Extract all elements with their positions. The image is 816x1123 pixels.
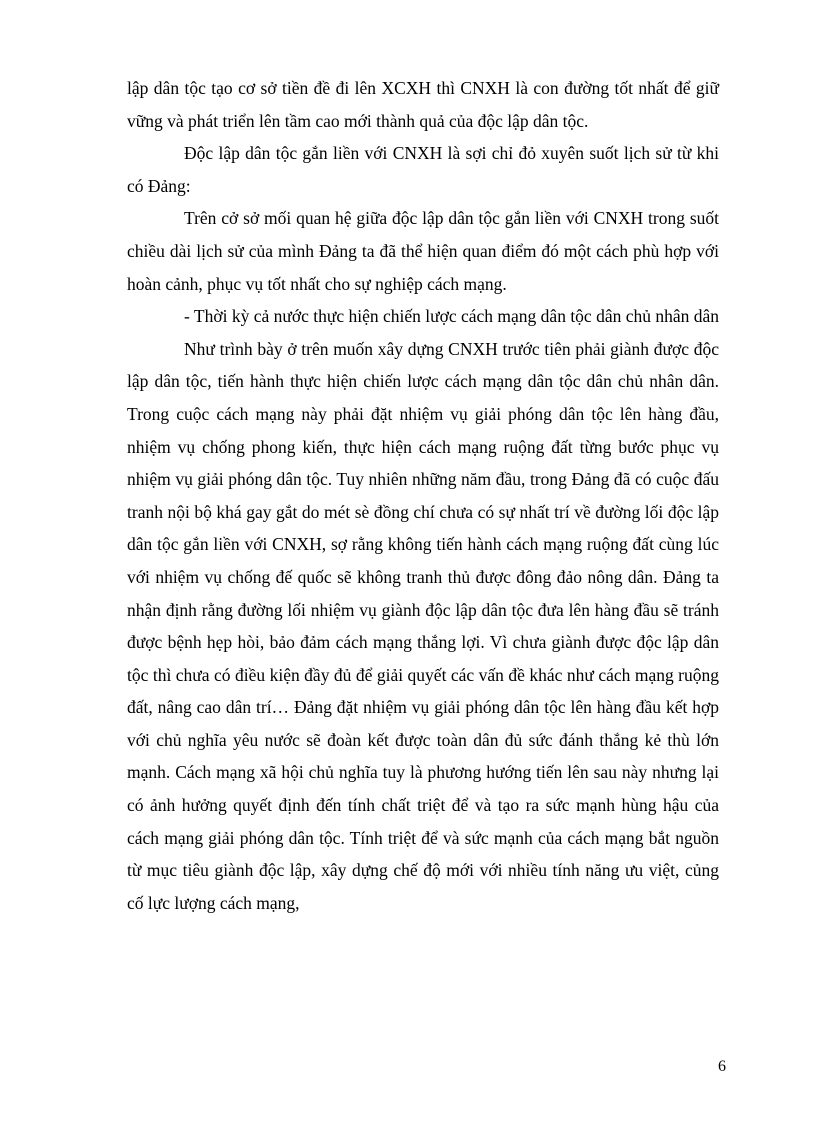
- paragraph-4: - Thời kỳ cả nước thực hiện chiến lược cách mạng dân tộc dân chủ nhân dân: [184, 306, 720, 327]
- paragraph-1: lập dân tộc tạo cơ sở tiền đề đi lên XCXH thì CNXH là con đường tốt nhất để giữ vững và phát triển lên tầm cao mới thành quả của độc lập dân tộc.: [127, 78, 719, 131]
- paragraph-3: Trên cở sở mối quan hệ giữa độc lập dân tộc gắn liền với CNXH trong suốt chiều dài lịch sử của mình Đảng ta đã thể hiện quan điểm đó một cách phù hợp với hoàn cảnh, phục vụ tốt nhất cho sự nghiệp cách mạng.: [127, 208, 719, 294]
- paragraph-5: Như trình bày ở trên muốn xây dựng CNXH trước tiên phải giành được độc lập dân tộc, tiến hành thực hiện chiến lược cách mạng dân tộc dân chủ nhân dân. Trong cuộc cách mạng này phải đặt nhiệm vụ giải phóng dân tộc lên hàng đầu, nhiệm vụ chống phong kiến, thực hiện cách mạng ruộng đất từng bước phục vụ nhiệm vụ giải phóng dân tộc. Tuy nhiên những năm đầu, trong Đảng đã có cuộc đấu tranh nội bộ khá gay gắt do mét sè đồng chí chưa có sự nhất trí về đường lối độc lập dân tộc gắn liền với CNXH, sợ rằng không tiến hành cách mạng ruộng đất cùng lúc với nhiệm vụ chống đế quốc sẽ không tranh thủ được đông đảo nông dân. Đảng ta nhận định rằng đường lối nhiệm vụ giành độc lập dân tộc đưa lên hàng đầu sẽ tránh được bệnh hẹp hòi, bảo đảm cách mạng thắng lợi. Vì chưa giành được độc lập dân tộc thì chưa có điều kiện đầy đủ để giải quyết các vấn đề khác như cách mạng ruộng đất, nâng cao dân trí… Đảng đặt nhiệm vụ giải phóng dân tộc lên hàng đầu kết hợp với chủ nghĩa yêu nước sẽ đoàn kết được toàn dân đủ sức đánh thắng kẻ thù lớn mạnh. Cách mạng xã hội chủ nghĩa tuy là phương hướng tiến lên sau này nhưng lại có ảnh hưởng quyết định đến tính chất triệt để và tạo ra sức mạnh hùng hậu của cách mạng giải phóng dân tộc. Tính triệt để và sức mạnh của cách mạng bắt nguồn từ mục tiêu giành độc lập, xây dựng chế độ mới với nhiều tính năng ưu việt, củng cố lực lượng cách mạng,: [127, 338, 719, 913]
- page-number: 6: [718, 1058, 726, 1075]
- paragraph-2: Độc lập dân tộc gắn liền với CNXH là sợi chỉ đỏ xuyên suốt lịch sử từ khi có Đảng:: [127, 143, 719, 196]
- document-body: [127, 72, 719, 919]
